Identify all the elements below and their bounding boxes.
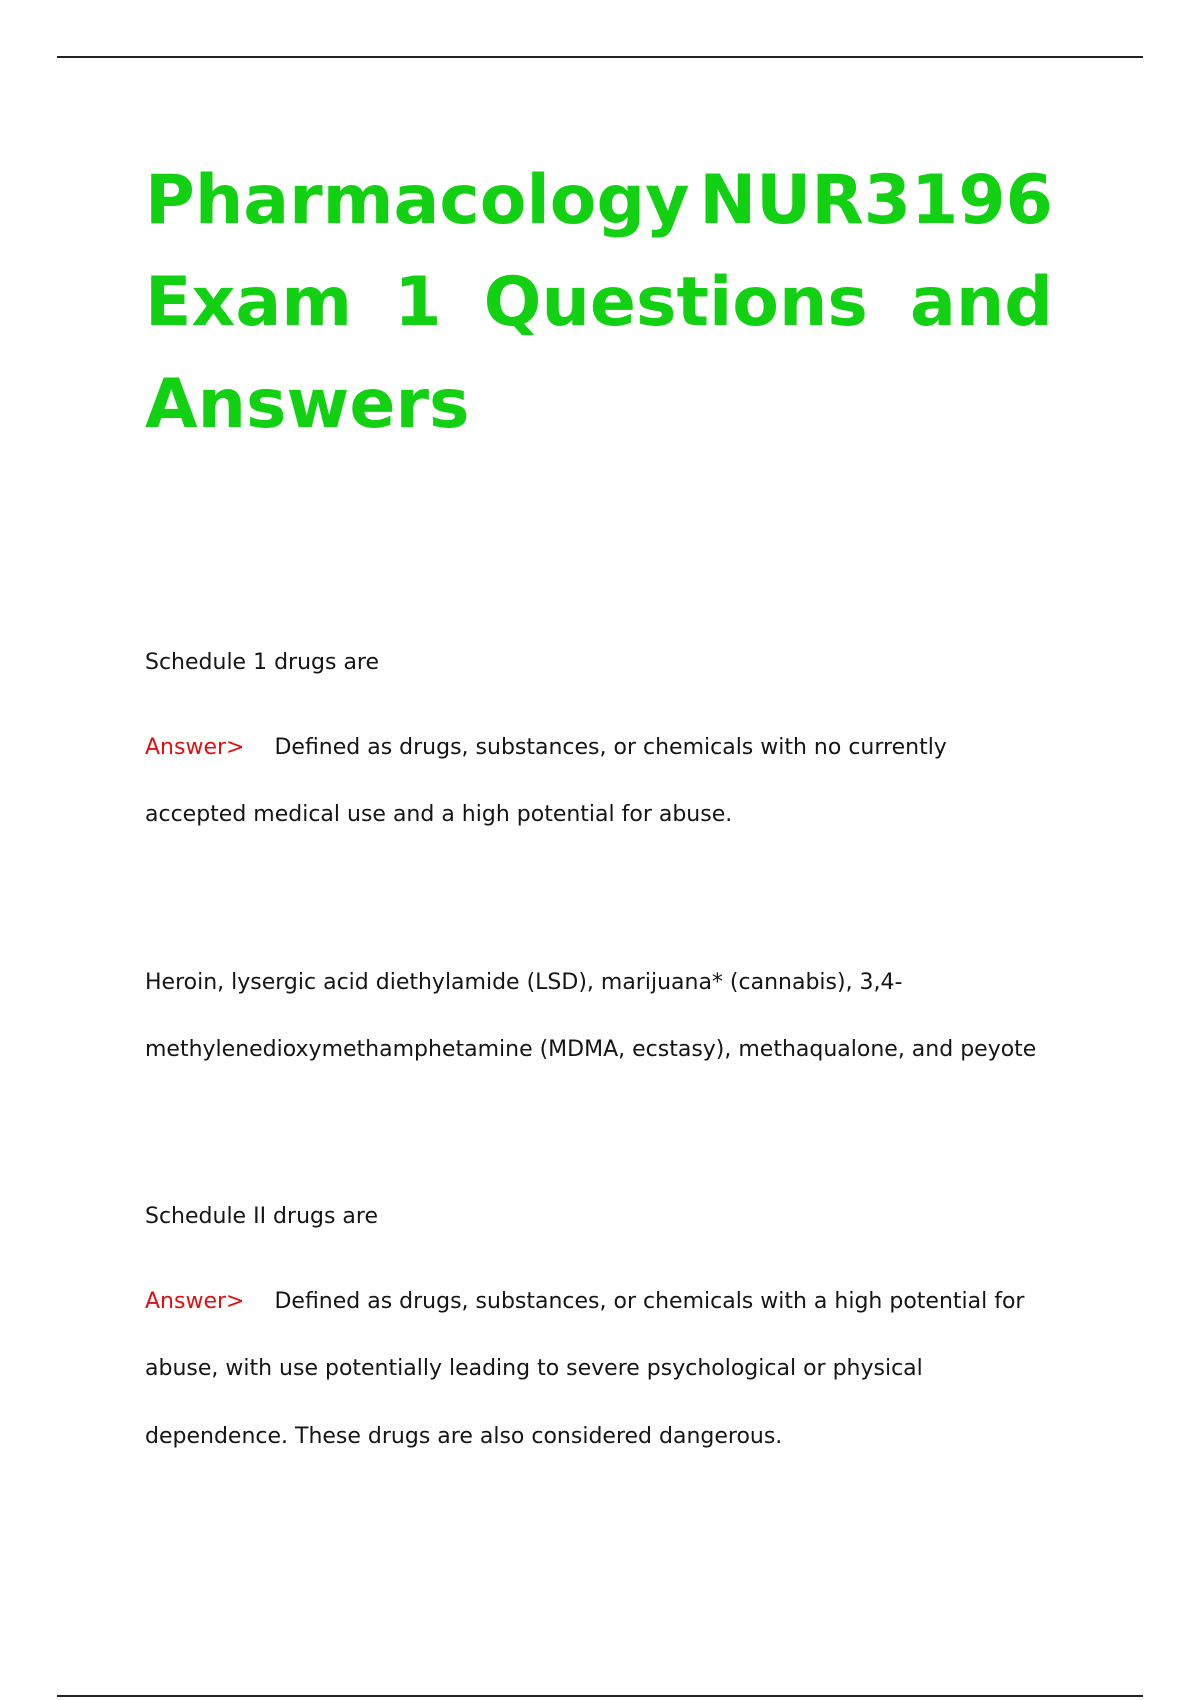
question-schedule-2: Schedule II drugs are bbox=[145, 1204, 379, 1229]
title-word: and bbox=[910, 263, 1053, 342]
title-word: Exam bbox=[145, 263, 353, 342]
title-line-2 bbox=[145, 252, 1053, 354]
answer-line: abuse, with use potentially leading to severe psychological or physical bbox=[145, 1356, 923, 1381]
answer-text: Defined as drugs, substances, or chemicals with no currently bbox=[274, 735, 947, 760]
top-rule bbox=[57, 56, 1143, 58]
title-line-1 bbox=[145, 150, 1053, 252]
answer-text: Defined as drugs, substances, or chemicals with a high potential for bbox=[274, 1289, 1025, 1314]
bottom-rule bbox=[57, 1695, 1143, 1697]
title-word: 1 bbox=[394, 263, 442, 342]
answer-label: Answer> bbox=[145, 735, 245, 760]
page-title bbox=[145, 150, 1053, 456]
answer-line bbox=[145, 733, 947, 763]
answer-label: Answer> bbox=[145, 1289, 245, 1314]
title-word: NUR3196 bbox=[699, 161, 1053, 240]
question-schedule-1: Schedule 1 drugs are bbox=[145, 650, 380, 675]
title-word: Answers bbox=[145, 365, 470, 444]
examples-line: methylenedioxymethamphetamine (MDMA, ecstasy), methaqualone, and peyote bbox=[145, 1037, 1037, 1062]
title-word: Pharmacology bbox=[145, 161, 690, 240]
title-line-3 bbox=[145, 354, 1053, 456]
answer-line bbox=[145, 1287, 1024, 1317]
answer-line: dependence. These drugs are also considered dangerous. bbox=[145, 1424, 783, 1449]
examples-line: Heroin, lysergic acid diethylamide (LSD), marijuana* (cannabis), 3,4- bbox=[145, 970, 903, 995]
answer-line: accepted medical use and a high potential for abuse. bbox=[145, 802, 733, 827]
title-word: Questions bbox=[483, 263, 868, 342]
